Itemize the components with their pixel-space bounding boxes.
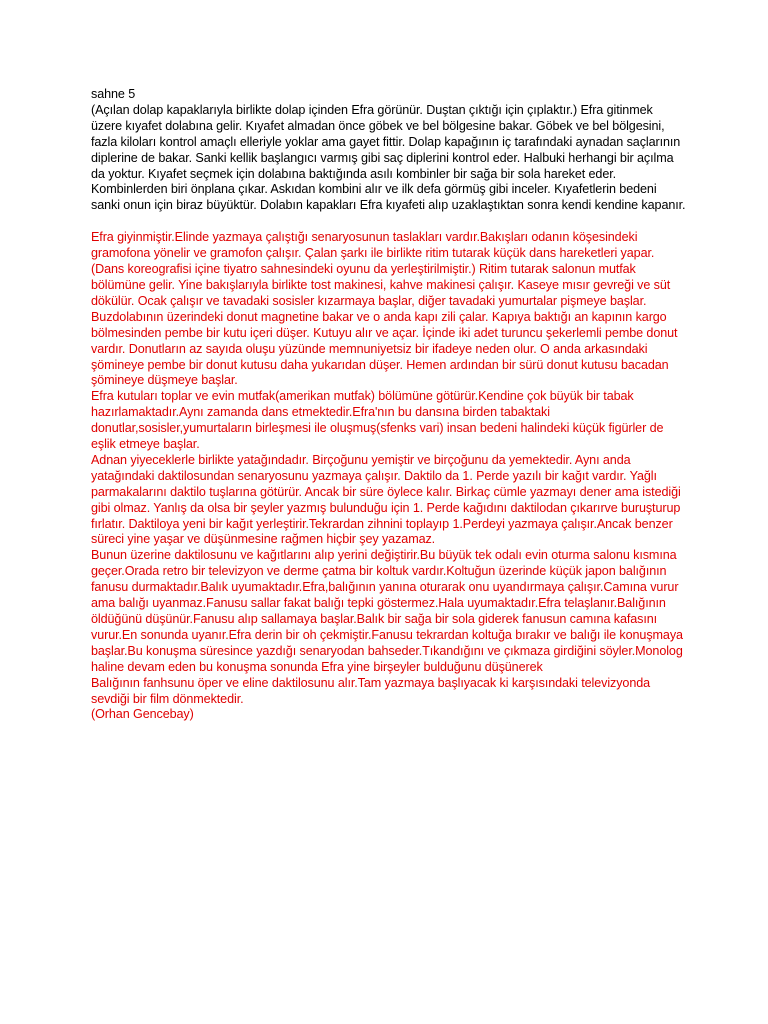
paragraph-gap — [91, 214, 686, 230]
intro-paragraph: (Açılan dolap kapaklarıyla birlikte dolap içinden Efra görünür. Duştan çıktığı için çıplaktır.) Efra gitinmek üzere kıyafet dolabına gelir. Kıyafet almadan önce göbek ve bel bölgesine bakar. Göbek ve bel bölgesini, fazla kiloları kontrol amaçlı elleriyle yoklar ama gayet fittir. Dolap kapağının iç tarafındaki aynadan saçlarının diplerine de bakar. Sanki kellik başlangıcı varmış gibi saç diplerini kontrol eder. Halbuki herhangi bir açılma da yoktur. Kıyafet seçmek için dolabına baktığında asılı kombinler bir sağa bir sola hareket eder. Kombinlerden biri önplana çıkar. Askıdan kombini alır ve ilk defa görmüş gibi inceler. Kıyafetlerin bedeni sanki onun için biraz büyüktür. Dolabın kapakları Efra kıyafeti alıp uzaklaştıktan sonra kendi kendine kapanır. — [91, 102, 686, 213]
red-paragraph-credit: (Orhan Gencebay) — [91, 707, 194, 722]
intro-section — [91, 87, 686, 214]
red-paragraph-television: Balığının fanhsunu öper ve eline daktilosunu alır.Tam yazmaya başlıyacak ki karşısındaki televizyonda sevdiği bir film dönmektedir. — [91, 675, 651, 706]
red-section — [91, 230, 686, 723]
red-paragraph-fish: Bunun üzerine daktilosunu ve kağıtlarını alıp yerini değiştirir.Bu büyük tek odalı evin oturma salonu kısmına geçer.Orada retro bir televizyon ve derme çatma bir koltuk vardır.Koltuğun üzerinde küçük japon balığının fanusu durmaktadır.Balık uyumaktadır.Efra,balığının yanına oturarak onu uyandırmaya çalışır.Camına vurur ama balığı uyanmaz.Fanusu sallar fakat balığı tepki göstermez.Hala uyumaktadır.Efra telaşlanır.Balığının öldüğünü düşünür.Fanusu alıp sallamaya başlar.Balık bir sağa bir sola giderek fanusun camına kafasını vurur.En sonunda uyanır.Efra derin bir oh çekmiştir.Fanusu tekrardan koltuğa bırakır ve balığı ile konuşmaya başlar.Bu konuşma süresince yazdığı senaryodan bahseder.Tıkandığını ve çıkmaza girdiğini söyler.Monolog haline devam eden bu konuşma sonunda Efra yine birşeyler bulduğunu düşünerek — [91, 548, 683, 674]
document-page — [91, 87, 686, 723]
scene-title: sahne 5 — [91, 87, 136, 101]
red-paragraph-kitchen: Efra giyinmiştir.Elinde yazmaya çalıştığı senaryosunun taslakları vardır.Bakışları odanın köşesindeki gramofona yönelir ve gramofon çalışır. Çalan şarkı ile birlikte ritim tutarak küçük dans hareketleri yapar.(Dans koreografisi içine tiyatro sahnesindeki oyunu da yerleştirilmiştir.) Ritim tutarak salonun mutfak bölümüne gelir. Yine bakışlarıyla birlikte tost makinesi, kahve makinesi çalışır. Kaseye mısır gevreği ve süt dökülür. Ocak çalışır ve tavadaki sosisler kızarmaya başlar, diğer tavadaki yumurtalar pişmeye başlar. Buzdolabının üzerindeki donut magnetine bakar ve o anda kapı zili çalar. Kapıya baktığı an kapının kargo bölmesinden pembe bir kutu içeri düşer. Kutuyu alır ve açar. İçinde iki adet turuncu şekerlemli pembe donut vardır. Donutların az sayıda oluşu yüzünde memnuniyetsiz bir ifadeye neden olur. O anda arkasındaki şömineye pembe bir donut kutusu daha yukarıdan düşer. Hemen ardından bir sürü donut kutusu bacadan şömineye düşmeye başlar. — [91, 230, 678, 388]
red-paragraph-typewriter: Adnan yiyeceklerle birlikte yatağındadır. Birçoğunu yemiştir ve birçoğunu da yemektedir. Aynı anda yatağındaki daktilosundan senaryosunu yazmaya çalışır. Daktilo da 1. Perde yazılı bir kağıt vardır. Yağlı parmakalarını daktilo tuşlarına götürür. Ancak bir süre öylece kalır. Birkaç cümle yazmayı dener ama istediği gibi olmaz. Yanlış da olsa bir şeyler yazmış bulunduğu için 1. Perde kağıdını daktilodan çıkarırve buruşturup fırlatır. Daktiloya yeni bir kağıt yerleştirir.Tekrardan zihnini toplayıp 1.Perdeyi yazmaya çalışır.Ancak benzer süreci yine yaşar ve düşünmesine rağmen hiçbir şey yazamaz. — [91, 452, 681, 547]
red-paragraph-donuts: Efra kutuları toplar ve evin mutfak(amerikan mutfak) bölümüne götürür.Kendine çok büyük bir tabak hazırlamaktadır.Aynı zamanda dans etmektedir.Efra'nın bu dansına birden tabaktaki donutlar,sosisler,yumurtaların birleşmesi ile oluşmuş(sfenks vari) insan bedeni halindeki küçük figürler de eşlik etmeye başlar. — [91, 389, 664, 452]
